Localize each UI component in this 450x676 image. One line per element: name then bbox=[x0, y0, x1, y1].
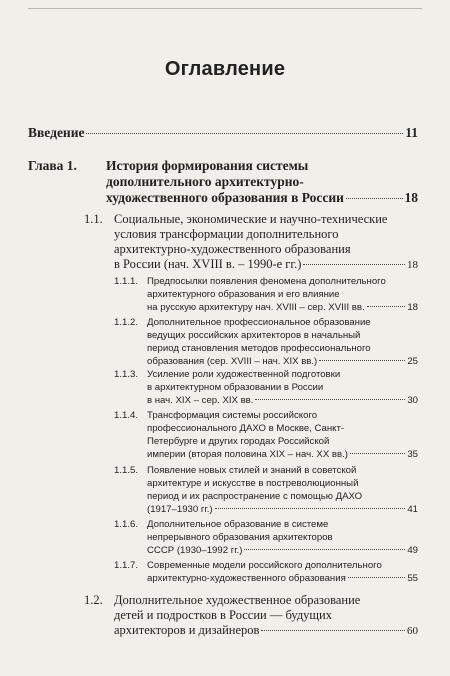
toc-entry-line: Петербурге и других городах Российской bbox=[147, 436, 330, 447]
toc-entry-line: СССР (1930–1992 гг.) bbox=[147, 545, 243, 556]
toc-entry-line: архитектурно-художественного образования bbox=[147, 573, 346, 584]
section-number: 1.1. bbox=[84, 212, 103, 226]
toc-entry-line: дополнительного архитектурно- bbox=[106, 174, 304, 189]
toc-entry-line: Современные модели российского дополнительного bbox=[147, 560, 382, 571]
subsection-number: 1.1.2. bbox=[114, 317, 139, 328]
dot-leader bbox=[244, 549, 405, 550]
toc-entry-line: на русскую архитектуру нач. XVIII – сер. XVIII вв. bbox=[147, 302, 365, 313]
dot-leader bbox=[86, 133, 403, 134]
toc-entry-line: в России (нач. XVIII в. – 1990-е гг.) bbox=[114, 257, 302, 271]
toc-entry-1-1-1[interactable] bbox=[114, 275, 418, 314]
dot-leader bbox=[346, 198, 403, 199]
subsection-number: 1.1.6. bbox=[114, 519, 139, 530]
toc-entry-line: художественного образования в России bbox=[106, 190, 344, 205]
page-number: 18 bbox=[404, 190, 418, 205]
toc-entry-line: (1917–1930 гг.) bbox=[147, 504, 213, 515]
subsection-number: 1.1.1. bbox=[114, 276, 139, 287]
toc-entry-intro[interactable] bbox=[28, 125, 418, 141]
dot-leader bbox=[261, 630, 405, 631]
toc-entry-1-1-4[interactable] bbox=[114, 409, 418, 461]
dot-leader bbox=[255, 399, 405, 400]
subsection-number: 1.1.5. bbox=[114, 465, 139, 476]
dot-leader bbox=[303, 264, 405, 265]
toc-entry-chapter-1[interactable] bbox=[28, 158, 418, 206]
header-rule bbox=[28, 8, 422, 9]
subsection-number: 1.1.7. bbox=[114, 560, 139, 571]
toc-entry-1-1[interactable] bbox=[84, 212, 418, 273]
dot-leader bbox=[319, 360, 405, 361]
page-number: 55 bbox=[407, 573, 418, 584]
subsection-number: 1.1.4. bbox=[114, 410, 139, 421]
toc-entry-1-1-3[interactable] bbox=[114, 368, 418, 407]
page-number: 30 bbox=[407, 395, 418, 406]
toc-entry-line: ведущих российских архитекторов в начальный bbox=[147, 330, 361, 341]
chapter-number: Глава 1. bbox=[28, 158, 77, 173]
toc-entry-line: архитектуре и искусстве в постреволюционный bbox=[147, 478, 359, 489]
toc-entry-line: в архитектурном образовании в России bbox=[147, 382, 324, 393]
toc-entry-1-1-6[interactable] bbox=[114, 518, 418, 557]
toc-entry-line: период становления методов профессионального bbox=[147, 343, 371, 354]
toc-entry-1-2[interactable] bbox=[84, 593, 418, 639]
toc-entry-line: Социальные, экономические и научно-технические bbox=[114, 212, 388, 226]
page-number: 60 bbox=[407, 625, 418, 637]
toc-entry-line: архитектурно-художественного образования bbox=[114, 242, 351, 256]
toc-entry-line: Дополнительное профессиональное образование bbox=[147, 317, 371, 328]
page-number: 11 bbox=[405, 125, 418, 140]
page-number: 35 bbox=[407, 449, 418, 460]
page-number: 49 bbox=[407, 545, 418, 556]
toc-entry-line: Усиление роли художественной подготовки bbox=[147, 369, 341, 380]
dot-leader bbox=[350, 453, 405, 454]
toc-entry-line: Дополнительное образование в системе bbox=[147, 519, 329, 530]
dot-leader bbox=[215, 508, 406, 509]
toc-entry-line: непрерывного образования архитекторов bbox=[147, 532, 333, 543]
toc-entry-line: период и их распространение с помощью ДАХО bbox=[147, 491, 363, 502]
section-number: 1.2. bbox=[84, 593, 103, 607]
toc-entry-line: профессионального ДАХО в Москве, Санкт- bbox=[147, 423, 345, 434]
toc-entry-line: Дополнительное художественное образование bbox=[114, 593, 361, 607]
dot-leader bbox=[367, 306, 406, 307]
toc-entry-line: История формирования системы bbox=[106, 158, 309, 173]
toc-entry-line: образования (сер. XVIII – нач. XIX вв.) bbox=[147, 356, 318, 367]
toc-entry-line: Трансформация системы российского bbox=[147, 410, 318, 421]
toc-entry-line: детей и подростков в России — будущих bbox=[114, 608, 332, 622]
page-number: 18 bbox=[407, 259, 418, 271]
page-number: 41 bbox=[407, 504, 418, 515]
toc-entry-line: архитектурного образования и его влияние bbox=[147, 289, 340, 300]
toc-entry-line: в нач. XIX – сер. XIX вв. bbox=[147, 395, 254, 406]
subsection-number: 1.1.3. bbox=[114, 369, 139, 380]
toc-entry-label: Введение bbox=[28, 125, 85, 140]
toc-title: Оглавление bbox=[164, 58, 286, 80]
toc-entry-line: Предпосылки появления феномена дополнительного bbox=[147, 276, 386, 287]
toc-entry-1-1-7[interactable] bbox=[114, 559, 418, 585]
toc-entry-line: Появление новых стилей и знаний в советской bbox=[147, 465, 357, 476]
page-number: 18 bbox=[407, 302, 418, 313]
toc-entry-line: архитекторов и дизайнеров bbox=[114, 623, 260, 637]
toc-entry-1-1-2[interactable] bbox=[114, 316, 418, 368]
toc-entry-line: условия трансформации дополнительного bbox=[114, 227, 339, 241]
dot-leader bbox=[348, 577, 406, 578]
toc-entry-line: империи (вторая половина XIX – нач. XX вв.) bbox=[147, 449, 348, 460]
page-number: 25 bbox=[407, 356, 418, 367]
toc-entry-1-1-5[interactable] bbox=[114, 464, 418, 516]
